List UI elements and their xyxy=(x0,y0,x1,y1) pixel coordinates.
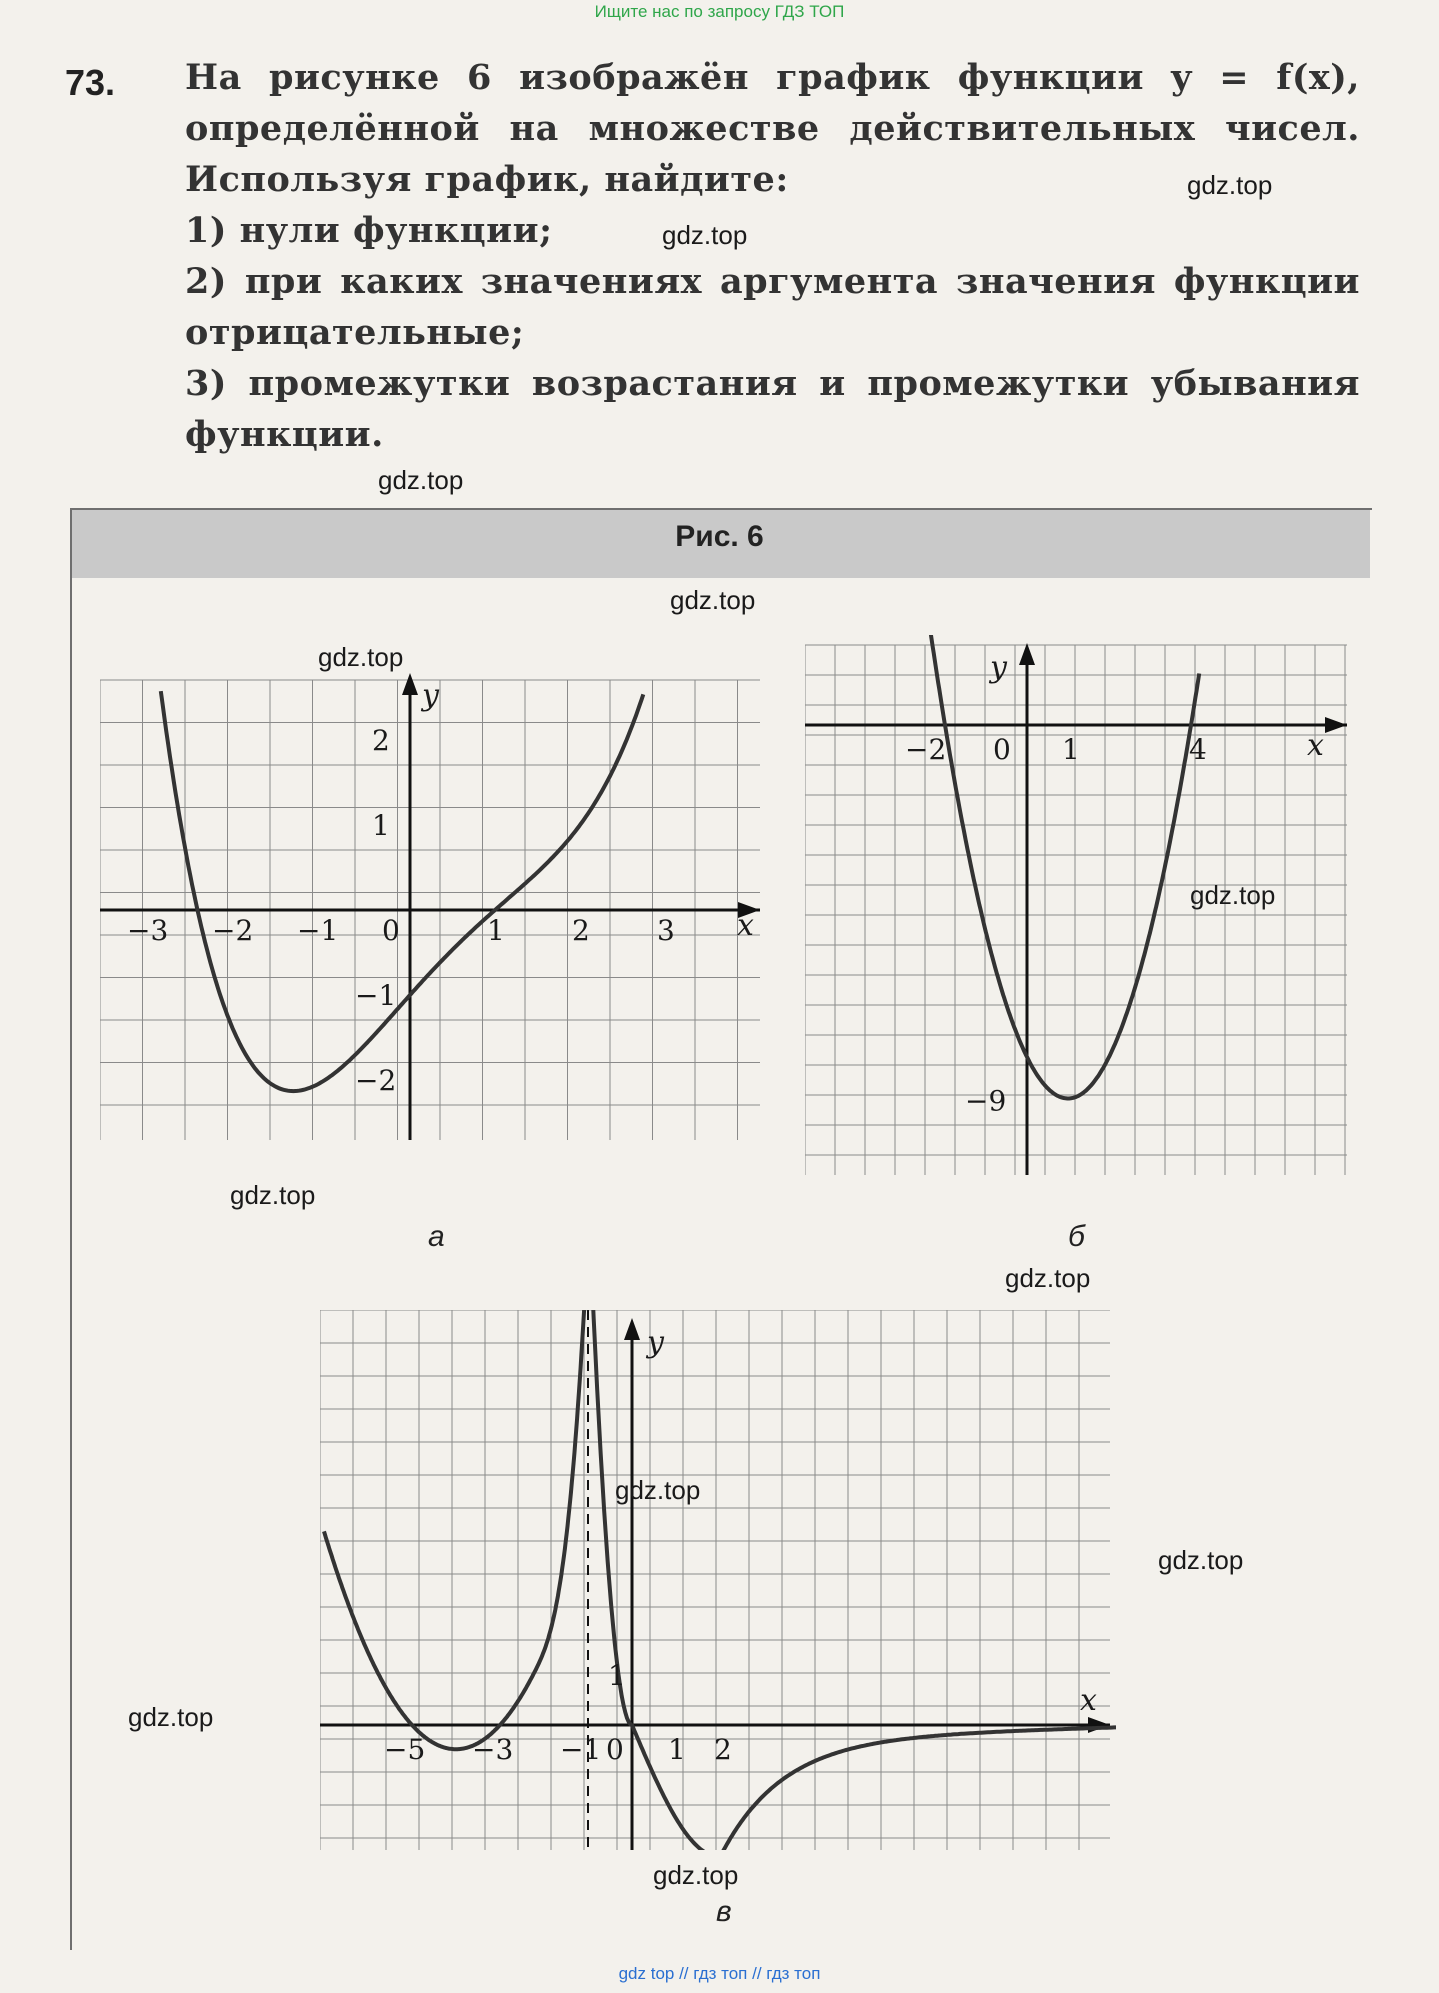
watermark: gdz.top xyxy=(662,220,748,250)
task-intro: На рисунке 6 изображён график функции y = f(x), определённой на множестве действительных чисел. Используя график, найдите: xyxy=(185,57,1360,200)
top-banner[interactable]: Ищите нас по запросу ГДЗ ТОП xyxy=(594,2,845,21)
watermark: gdz.top xyxy=(615,1475,701,1505)
chart-a xyxy=(100,665,780,1140)
x-label-b: x xyxy=(1307,728,1324,763)
tick-label: 0 xyxy=(382,914,400,947)
tick-label: −2 xyxy=(355,1064,397,1097)
watermark: gdz.top xyxy=(670,585,756,615)
tick-label: 1 xyxy=(1062,733,1080,766)
curve-a xyxy=(161,691,644,1091)
tick-label: −2 xyxy=(212,914,254,947)
caption-b: б xyxy=(1068,1220,1085,1253)
axis-arrows-a xyxy=(402,673,760,918)
tick-label: 1 xyxy=(668,1733,686,1766)
tick-label: 0 xyxy=(993,733,1011,766)
axes-c xyxy=(320,1325,1110,1850)
tick-label: 3 xyxy=(657,914,675,947)
tick-label: −9 xyxy=(965,1084,1007,1118)
x-label-a: x xyxy=(737,908,754,943)
chart-c xyxy=(320,1310,1120,1850)
watermark: gdz.top xyxy=(318,642,404,672)
axis-arrows-c xyxy=(624,1318,1110,1733)
figure-title: Рис. 6 xyxy=(675,520,764,553)
task-number: 73. xyxy=(65,62,116,103)
tick-label: −3 xyxy=(127,914,169,947)
watermark: gdz.top xyxy=(230,1180,316,1210)
tick-label: 1 xyxy=(487,914,505,947)
watermark: gdz.top xyxy=(1187,170,1273,200)
tick-label: 2 xyxy=(714,1733,732,1766)
tick-label: 1 xyxy=(608,1659,626,1692)
axis-arrows-b xyxy=(1019,643,1347,733)
watermark: gdz.top xyxy=(653,1860,739,1890)
tick-label: −1 xyxy=(560,1733,602,1766)
x-label-c: x xyxy=(1080,1683,1097,1718)
tick-label: −5 xyxy=(384,1733,426,1766)
y-label-a: y xyxy=(422,678,439,713)
curve-c-right xyxy=(590,1310,1116,1850)
grid-c xyxy=(320,1310,1110,1850)
tick-label: −1 xyxy=(355,979,397,1012)
caption-a: а xyxy=(428,1220,445,1253)
tick-label: 1 xyxy=(372,809,390,842)
watermark: gdz.top xyxy=(1190,880,1276,910)
tick-label: 2 xyxy=(572,914,590,947)
watermark: gdz.top xyxy=(1158,1545,1244,1575)
caption-c: в xyxy=(716,1895,732,1928)
tick-labels-c xyxy=(384,1659,732,1766)
tick-label: 2 xyxy=(372,724,390,757)
footer-links[interactable]: gdz top // гдз топ // гдз топ xyxy=(618,1964,821,1983)
task-text xyxy=(185,52,1360,460)
y-label-b: y xyxy=(990,650,1007,685)
watermark: gdz.top xyxy=(378,465,464,495)
y-label-c: y xyxy=(647,1325,664,1360)
tick-label: −1 xyxy=(297,914,339,947)
tick-label: 4 xyxy=(1189,733,1207,766)
tick-label: −3 xyxy=(472,1733,514,1766)
task-item-3: 3) промежутки возрастания и промежутки убывания функции. xyxy=(185,363,1360,455)
tick-labels-b xyxy=(905,733,1207,1118)
task-item-1: 1) нули функции; xyxy=(185,210,553,251)
tick-label: −2 xyxy=(905,733,947,766)
chart-b xyxy=(805,635,1360,1175)
task-item-2: 2) при каких значениях аргумента значения функции отрицательные; xyxy=(185,261,1360,353)
tick-label: 0 xyxy=(606,1733,624,1766)
watermark: gdz.top xyxy=(128,1702,214,1732)
watermark: gdz.top xyxy=(1005,1263,1091,1293)
